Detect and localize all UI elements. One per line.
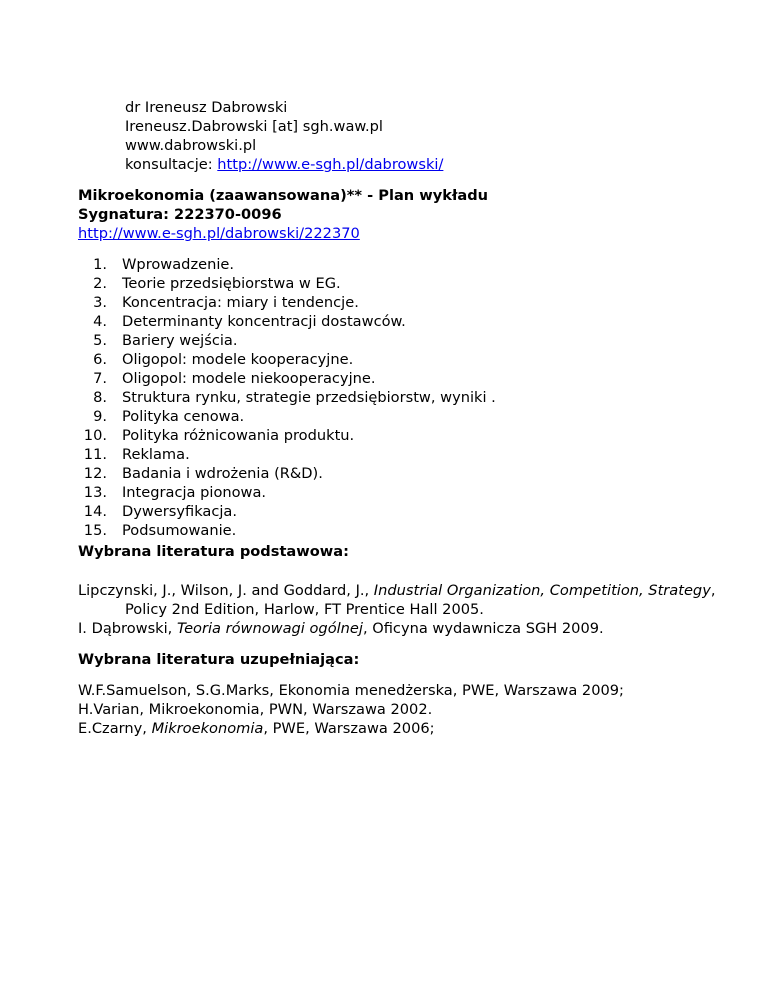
list-item bbox=[78, 331, 496, 350]
list-item-number: 5. bbox=[93, 332, 107, 349]
list-item-text: Determinanty koncentracji dostawców. bbox=[122, 313, 406, 330]
list-item-number: 4. bbox=[93, 313, 107, 330]
course-signature: Sygnatura: 222370-0096 bbox=[78, 206, 282, 223]
list-item-text: Struktura rynku, strategie przedsiębiorstw, wyniki . bbox=[122, 389, 496, 406]
list-item-text: Dywersyfikacja. bbox=[122, 503, 238, 520]
author-name: dr Ireneusz Dabrowski bbox=[125, 99, 288, 116]
literature-authors: E.Czarny, bbox=[78, 720, 152, 737]
list-item-number: 11. bbox=[83, 446, 107, 463]
literature-entry: H.Varian, Mikroekonomia, PWN, Warszawa 2002. bbox=[78, 701, 433, 718]
list-item-number: 12. bbox=[83, 465, 107, 482]
supplementary-literature-heading: Wybrana literatura uzupełniająca: bbox=[78, 651, 360, 668]
consultation-link[interactable]: http://www.e-sgh.pl/dabrowski/ bbox=[217, 156, 444, 173]
literature-details: , bbox=[710, 582, 716, 599]
list-item bbox=[78, 502, 496, 521]
list-item bbox=[78, 521, 496, 540]
literature-details: , Oficyna wydawnicza SGH 2009. bbox=[362, 620, 604, 637]
literature-entry bbox=[78, 719, 718, 738]
literature-details-continued: Policy 2nd Edition, Harlow, FT Prentice Hall 2005. bbox=[125, 601, 484, 618]
author-email: Ireneusz.Dabrowski [at] sgh.waw.pl bbox=[125, 118, 383, 135]
literature-authors: I. Dąbrowski, bbox=[78, 620, 177, 637]
list-item bbox=[78, 483, 496, 502]
list-item-number: 8. bbox=[93, 389, 107, 406]
basic-literature-heading: Wybrana literatura podstawowa: bbox=[78, 543, 349, 560]
list-item-text: Wprowadzenie. bbox=[122, 256, 235, 273]
lecture-plan-list bbox=[78, 255, 496, 540]
list-item bbox=[78, 369, 496, 388]
list-item-number: 1. bbox=[93, 256, 107, 273]
literature-details: , PWE, Warszawa 2006; bbox=[263, 720, 435, 737]
list-item-text: Reklama. bbox=[122, 446, 190, 463]
literature-title: Industrial Organization, Competition, Strategy bbox=[373, 582, 711, 599]
list-item-number: 10. bbox=[83, 427, 107, 444]
course-block bbox=[78, 186, 488, 243]
consultation-line bbox=[125, 155, 443, 174]
list-item-number: 6. bbox=[93, 351, 107, 368]
list-item bbox=[78, 407, 496, 426]
list-item bbox=[78, 274, 496, 293]
list-item-text: Polityka cenowa. bbox=[122, 408, 245, 425]
list-item bbox=[78, 293, 496, 312]
basic-literature-list bbox=[78, 581, 718, 638]
literature-authors: Lipczynski, J., Wilson, J. and Goddard, J., bbox=[78, 582, 374, 599]
consultation-label: konsultacje: bbox=[125, 156, 218, 173]
list-item bbox=[78, 426, 496, 445]
list-item bbox=[78, 312, 496, 331]
list-item-text: Bariery wejścia. bbox=[122, 332, 238, 349]
list-item-text: Oligopol: modele niekooperacyjne. bbox=[122, 370, 376, 387]
list-item-number: 7. bbox=[93, 370, 107, 387]
literature-title: Teoria równowagi ogólnej bbox=[176, 620, 363, 637]
course-title: Mikroekonomia (zaawansowana)** - Plan wykładu bbox=[78, 187, 489, 204]
literature-entry bbox=[78, 581, 718, 619]
literature-title: Mikroekonomia bbox=[151, 720, 264, 737]
literature-entry bbox=[78, 619, 718, 638]
list-item-text: Polityka różnicowania produktu. bbox=[122, 427, 355, 444]
list-item-text: Integracja pionowa. bbox=[122, 484, 267, 501]
list-item-text: Koncentracja: miary i tendencje. bbox=[122, 294, 359, 311]
list-item-number: 9. bbox=[93, 408, 107, 425]
list-item bbox=[78, 445, 496, 464]
list-item bbox=[78, 464, 496, 483]
list-item-text: Badania i wdrożenia (R&D). bbox=[122, 465, 323, 482]
list-item-number: 2. bbox=[93, 275, 107, 292]
list-item-text: Podsumowanie. bbox=[122, 522, 237, 539]
list-item-number: 13. bbox=[83, 484, 107, 501]
list-item-number: 14. bbox=[83, 503, 107, 520]
course-link[interactable]: http://www.e-sgh.pl/dabrowski/222370 bbox=[78, 225, 360, 242]
author-website: www.dabrowski.pl bbox=[125, 137, 257, 154]
list-item-number: 15. bbox=[83, 522, 107, 539]
author-contact-block bbox=[125, 98, 443, 174]
list-item-number: 3. bbox=[93, 294, 107, 311]
list-item bbox=[78, 388, 496, 407]
list-item bbox=[78, 350, 496, 369]
supplementary-literature-list bbox=[78, 681, 718, 738]
list-item-text: Teorie przedsiębiorstwa w EG. bbox=[122, 275, 341, 292]
literature-entry: W.F.Samuelson, S.G.Marks, Ekonomia menedżerska, PWE, Warszawa 2009; bbox=[78, 682, 624, 699]
list-item-text: Oligopol: modele kooperacyjne. bbox=[122, 351, 354, 368]
list-item bbox=[78, 255, 496, 274]
